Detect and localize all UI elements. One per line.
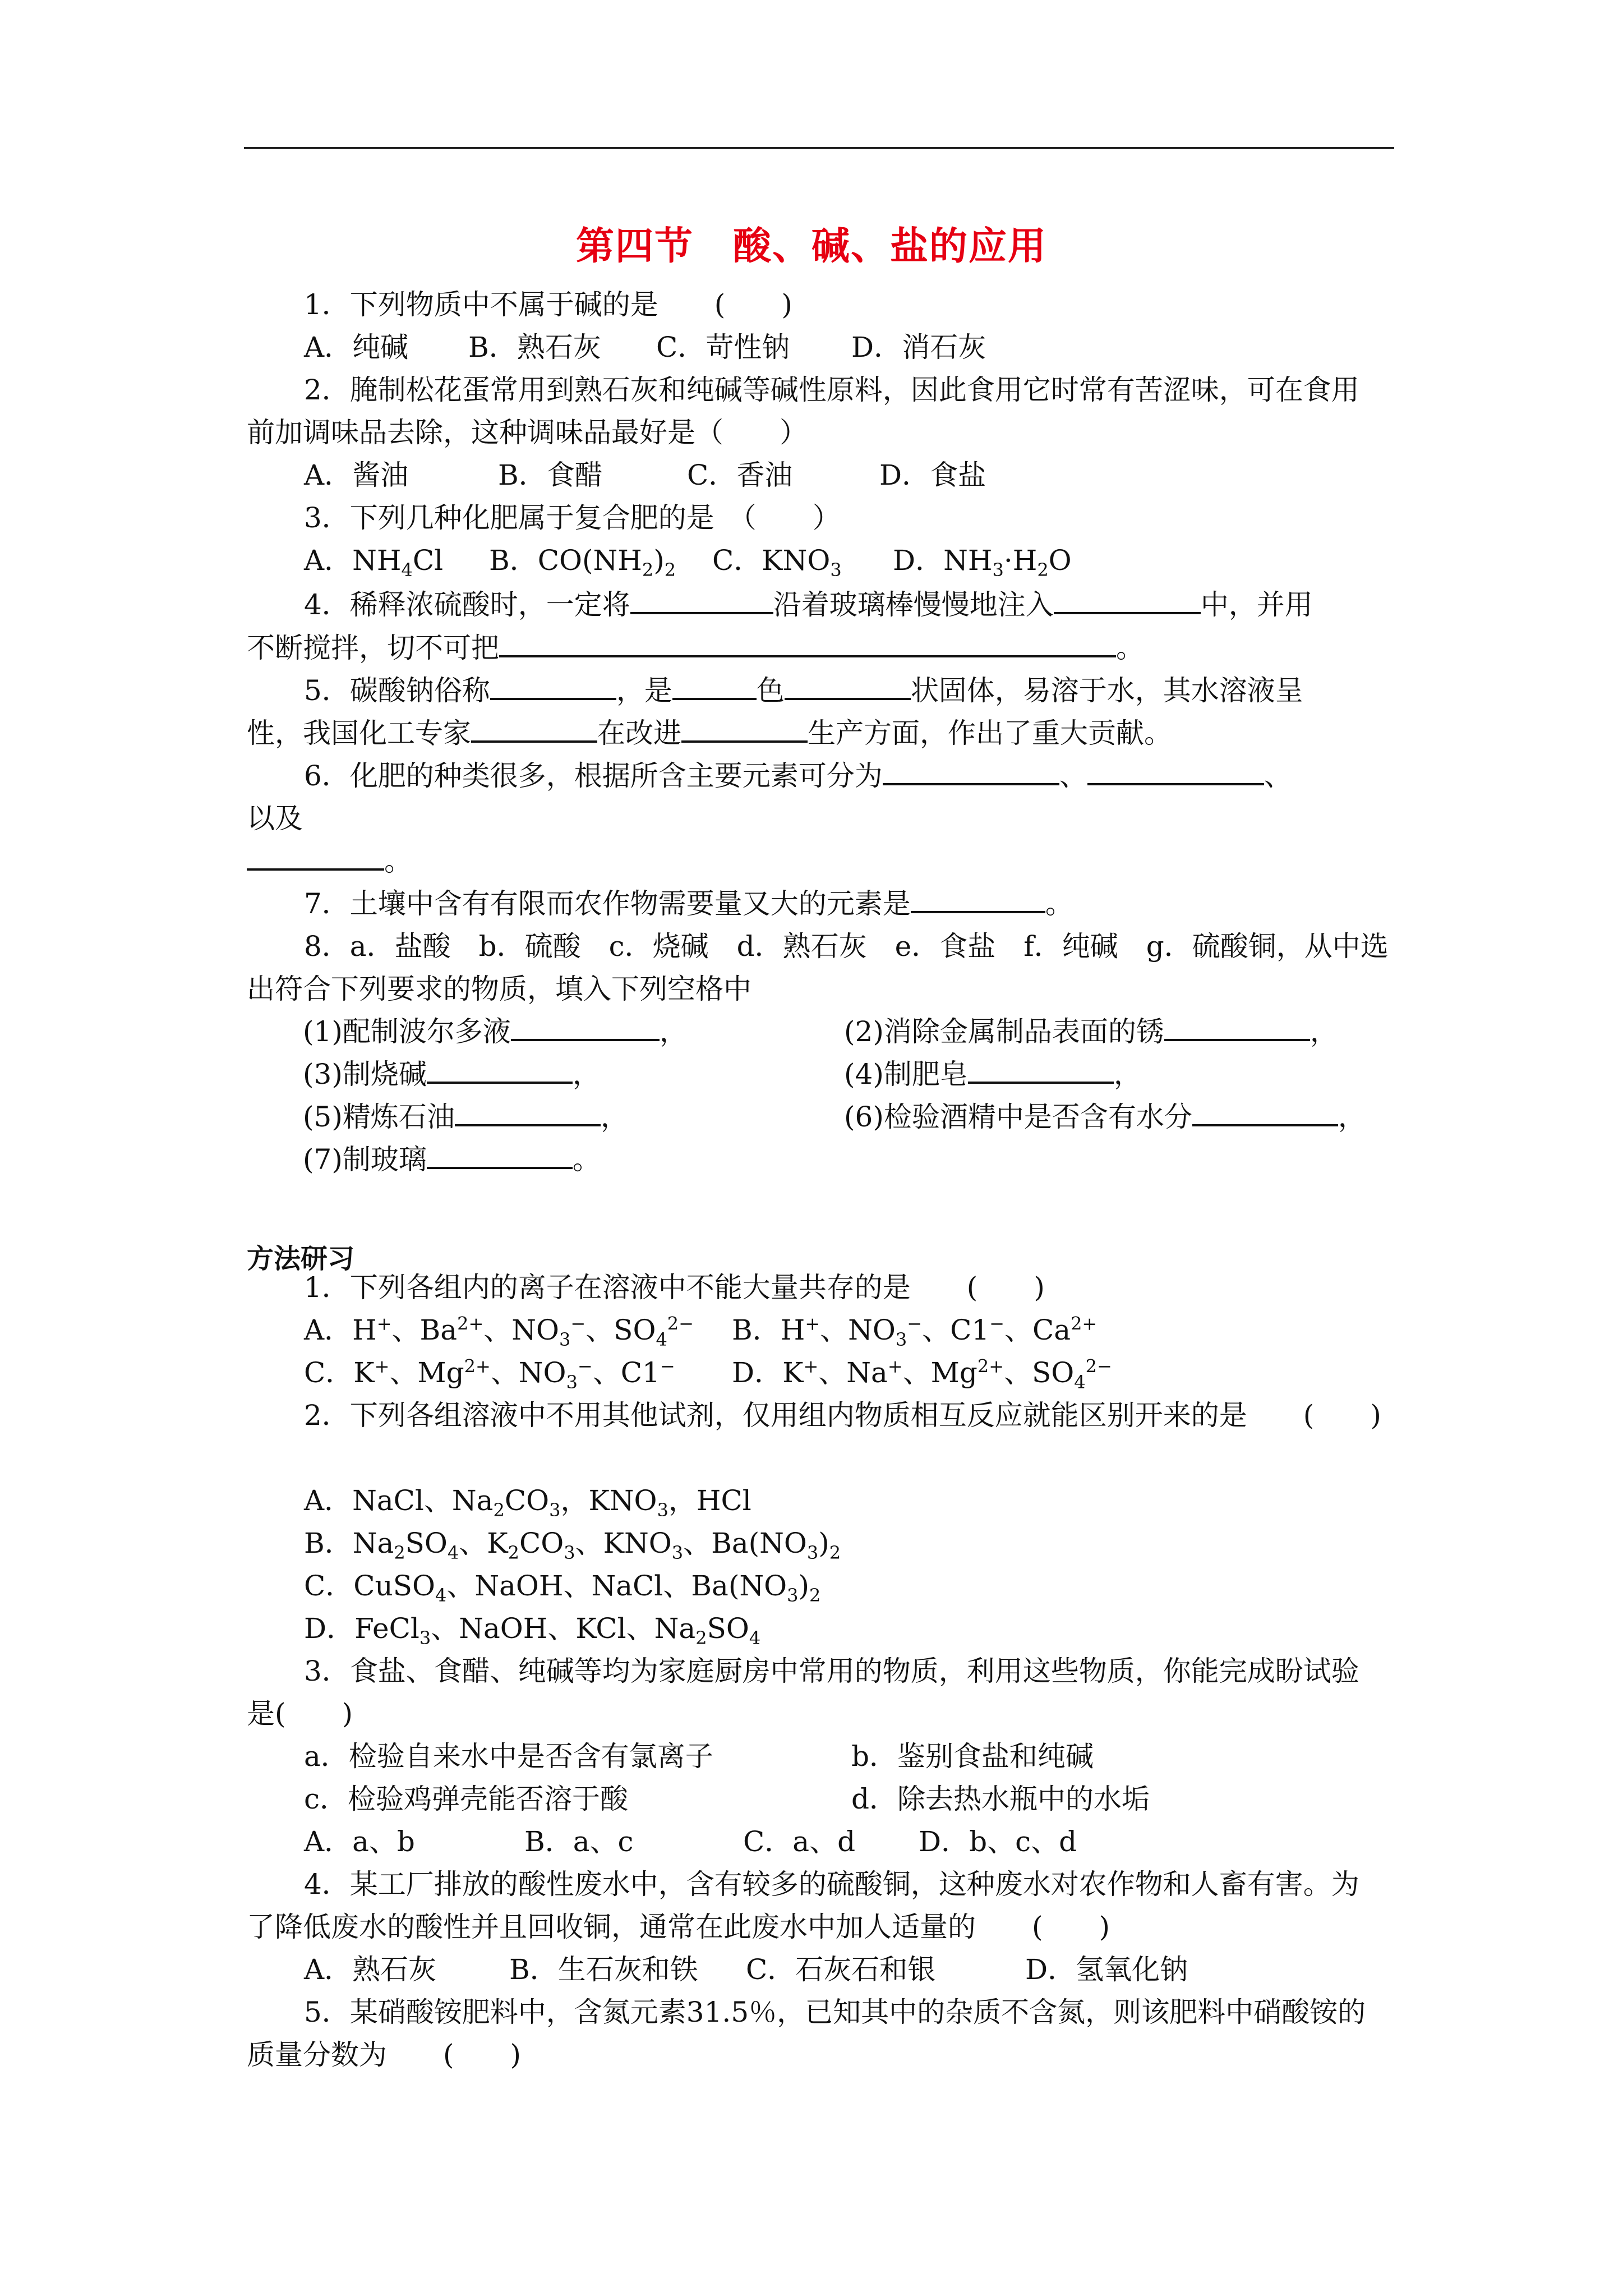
answer-blank[interactable] (1087, 761, 1264, 785)
answer-blank[interactable] (1164, 1016, 1310, 1041)
answer-blank[interactable] (471, 718, 597, 743)
q5-line1: 5．碳酸钠俗称 ，是 色 状固体，易溶于水，其水溶液呈 (304, 674, 1303, 707)
answer-blank[interactable] (427, 1059, 573, 1084)
answer-blank[interactable] (499, 633, 1116, 657)
answer-blank[interactable] (247, 846, 384, 871)
q3-option-b: B．$CO(NH_2)_2$ (489, 544, 676, 581)
answer-blank[interactable] (490, 675, 616, 700)
section-heading: 方法研习 (247, 1243, 355, 1274)
q6-line1: 6．化肥的种类很多，根据所含主要元素可分为 、 、 (304, 760, 1292, 792)
m4-option-d: D．氢氧化钠 (1025, 1953, 1188, 1986)
q1-stem: 1．下列物质中不属于碱的是 ( ) (304, 288, 792, 321)
m3-stem-line2: 是( ) (247, 1697, 353, 1730)
answer-blank[interactable] (681, 718, 808, 743)
answer-blank[interactable] (911, 889, 1045, 913)
header-rule (244, 147, 1394, 149)
m3-option-a: A．a、b (304, 1825, 415, 1858)
q8-item-4: (4)制肥皂 ， (844, 1058, 1142, 1091)
m4-option-b: B．生石灰和铁 (509, 1953, 698, 1986)
answer-blank[interactable] (427, 1144, 573, 1169)
q2-option-b: B．食醋 (498, 459, 603, 491)
m1-option-a: A．H+、$Ba^{2+}$、$NO_3^-$、$SO_4^{2-}$ (304, 1313, 694, 1350)
m4-stem-line1: 4．某工厂排放的酸性废水中，含有较多的硫酸铜，这种废水对农作物和人畜有害。为 (304, 1868, 1359, 1901)
answer-blank[interactable] (1054, 590, 1201, 614)
m2-option-b: B．$Na_2SO_4$、$K_2CO_3$、$KNO_3$、$Ba(NO_3)_2$ (304, 1527, 841, 1563)
q2-option-a: A．酱油 (304, 459, 409, 491)
q2-option-c: C．香油 (687, 459, 793, 491)
m3-option-c: C．a、d (743, 1825, 856, 1858)
m2-option-d: D．FeCl$_3$、NaOH、KCl、$Na_2SO_4$ (304, 1612, 761, 1649)
q4-line1: 4．稀释浓硫酸时，一定将 沿着玻璃棒慢慢地注入 中，并用 (304, 588, 1313, 621)
page-title: 第四节 酸、碱、盐的应用 (575, 224, 1047, 269)
q3-option-c: C．$KNO_3$ (712, 544, 842, 581)
q8-item-1: (1)配制波尔多液 ， (303, 1015, 688, 1048)
q4-line2: 不断搅拌，切不可把 。 (247, 632, 1144, 664)
answer-blank[interactable] (511, 1016, 660, 1041)
q8-line2: 出符合下列要求的物质，填入下列空格中 (247, 973, 751, 1005)
m3-option-b: B．a、c (524, 1825, 634, 1858)
m3-item-a: a．检验自来水中是否含有氯离子 (304, 1740, 713, 1773)
q8-item-3: (3)制烧碱 ， (303, 1058, 601, 1091)
q6-line3: 。 (247, 843, 412, 880)
q2-stem-line1: 2．腌制松花蛋常用到熟石灰和纯碱等碱性原料，因此食用它时常有苦涩味，可在食用 (304, 374, 1359, 406)
q3-stem: 3．下列几种化肥属于复合肥的是 （ ） (304, 501, 841, 534)
m5-stem-line2: 质量分数为 ( ) (247, 2039, 522, 2071)
m1-option-d: D．K+、Na+、$Mg^{2+}$、$SO_4^{2-}$ (732, 1355, 1112, 1393)
q2-stem-line2: 前加调味品去除，这种调味品最好是（ ） (247, 416, 808, 449)
q1-option-a: A．纯碱 (304, 331, 409, 364)
answer-blank[interactable] (968, 1059, 1114, 1084)
m3-item-b: b．鉴别食盐和纯碱 (851, 1740, 1094, 1773)
q6-line2: 以及 (247, 802, 303, 835)
m1-stem: 1．下列各组内的离子在溶液中不能大量共存的是 ( ) (304, 1271, 1045, 1304)
q8-item-2: (2)消除金属制品表面的锈 ， (844, 1015, 1338, 1048)
q1-option-c: C．苛性钠 (656, 331, 790, 364)
answer-blank[interactable] (785, 675, 911, 700)
answer-blank[interactable] (455, 1102, 601, 1126)
m2-option-c: C．CuSO$_4$、NaOH、NaCl、$Ba(NO_3)_2$ (304, 1570, 821, 1606)
q8-item-5: (5)精炼石油 ， (303, 1101, 629, 1133)
m4-option-a: A．熟石灰 (304, 1953, 437, 1986)
m2-option-a: A．NaCl、$Na_2CO_3$，$KNO_3$，HCl (304, 1484, 751, 1521)
q8-item-7: (7)制玻璃 。 (303, 1143, 601, 1176)
m2-stem: 2．下列各组溶液中不用其他试剂，仅用组内物质相互反应就能区别开来的是 ( ) (304, 1399, 1381, 1432)
q5-line2: 性，我国化工专家 在改进 生产方面，作出了重大贡献。 (247, 717, 1172, 749)
q8-item-6: (6)检验酒精中是否含有水分 ， (844, 1101, 1366, 1133)
q1-option-b: B．熟石灰 (468, 331, 601, 364)
m4-stem-line2: 了降低废水的酸性并且回收铜，通常在此废水中加人适量的 ( ) (247, 1911, 1110, 1943)
q1-option-d: D．消石灰 (851, 331, 986, 364)
q3-option-d: D．$NH_3\cdot H_2O$ (893, 544, 1072, 581)
q3-option-a: A．$NH_4Cl$ (304, 544, 444, 581)
m3-stem-line1: 3．食盐、食醋、纯碱等均为家庭厨房中常用的物质，利用这些物质，你能完成盼试验 (304, 1655, 1359, 1687)
m3-option-d: D．b、c、d (919, 1825, 1077, 1858)
m3-item-d: d．除去热水瓶中的水垢 (851, 1783, 1150, 1815)
m4-option-c: C．石灰石和银 (746, 1953, 936, 1986)
m5-stem-line1: 5．某硝酸铵肥料中，含氮元素31.5％，已知其中的杂质不含氮，则该肥料中硝酸铵的 (304, 1996, 1366, 2028)
answer-blank[interactable] (1192, 1102, 1338, 1126)
q2-option-d: D．食盐 (879, 459, 986, 491)
answer-blank[interactable] (630, 590, 773, 614)
m1-option-b: B．H+、$NO_3^-$、C1−、$Ca^{2+}$ (732, 1313, 1098, 1350)
m1-option-c: C．K+、$Mg^{2+}$、$NO_3^-$、C1− (304, 1355, 675, 1393)
answer-blank[interactable] (883, 761, 1059, 785)
m3-item-c: c．检验鸡弹壳能否溶于酸 (304, 1783, 629, 1815)
q7-line: 7．土壤中含有有限而农作物需要量又大的元素是 。 (304, 887, 1073, 920)
q8-line1: 8．a．盐酸 b．硫酸 c．烧碱 d．熟石灰 e．食盐 f．纯碱 g．硫酸铜，从中选 (304, 930, 1389, 963)
answer-blank[interactable] (672, 675, 757, 700)
